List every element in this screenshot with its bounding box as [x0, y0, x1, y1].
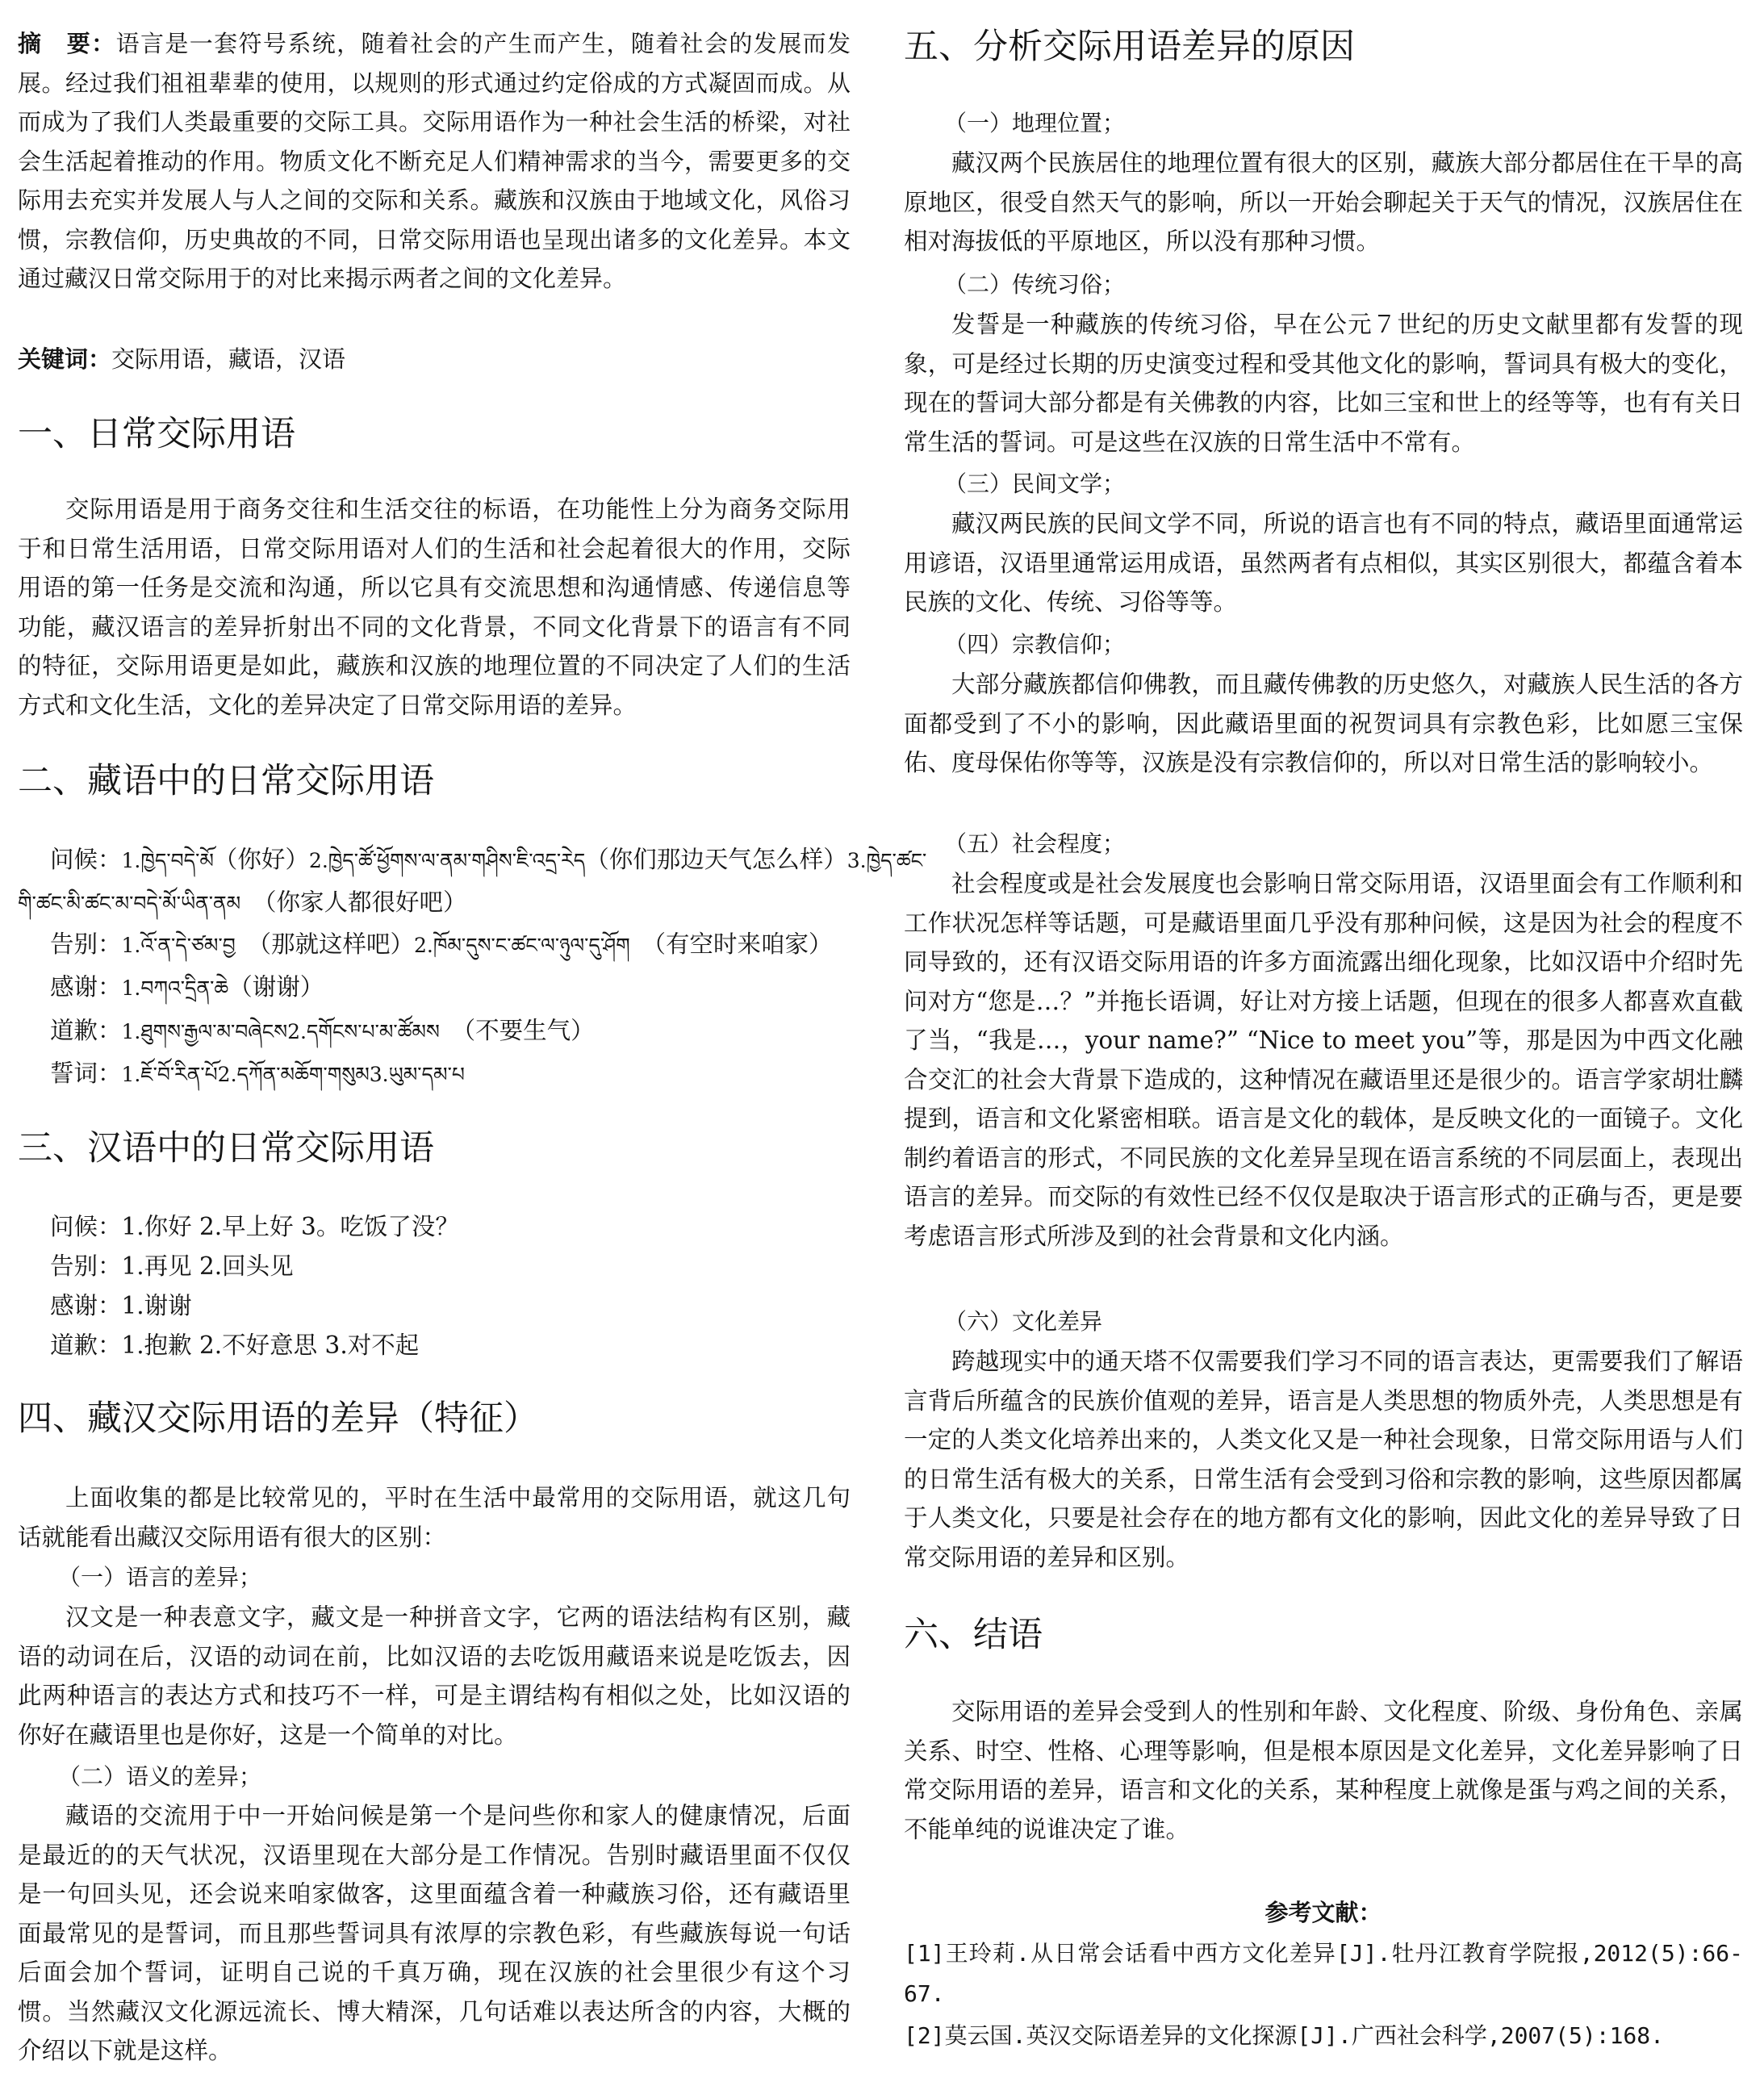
section-5-paragraph-2: 发誓是一种藏族的传统习俗，早在公元７世纪的历史文献里都有发誓的现象，可是经过长期的历史演变过程和受其他文化的影响，誓词具有极大的变化，现在的誓词大部分都是有关佛教的内容，比如三宝和世上的经等等，也有有关日常生活的誓词。可是这些在汉族的日常生活中不常有。: [904, 311, 1743, 456]
section-5-paragraph-5: 社会程度或是社会发展度也会影响日常交际用语，汉语里面会有工作顺利和工作状况怎样等话题，可是藏语里面几乎没有那种问候，这是因为社会的程度不同导致的，还有汉语交际用语的许多方面流露出细化现象，比如汉语中介绍时先问对方“您是…？”并拖长语调，好让对方接上话题，但现在的很多人都喜欢直截了当，“我是…，your name?” “Nice to meet you”等，那是因为中西文化融合交汇的社会大背景下造成的，这种情况在藏语里还是很少的。语言学家胡壮麟提到，语言和文化紧密相联。语言是文化的载体，是反映文化的一面镜子。文化制约着语言的形式，不同民族的文化差异呈现在语言系统的不同层面上，表现出语言的差异。而交际的有效性已经不仅仅是取决于语言形式的正确与否，更是要考虑语言形式所涉及到的社会背景和文化内涵。: [904, 870, 1743, 1250]
references-title: 参考文献：: [1264, 1899, 1382, 1926]
tibetan-text: 1.འོ་ན་དེ་ཙམ་བྱ: [121, 934, 236, 957]
section-4-paragraph-2: 藏语的交流用于中一开始问候是第一个是问些你和家人的健康情况，后面是最近的的天气状况，汉语里现在大部分是工作情况。告别时藏语里面不仅仅是一句回头见，还会说来咱家做客，这里面蕴含着一种藏族习俗，还有藏语里面最常见的是誓词，而且那些誓词具有浓厚的宗教色彩，有些藏族每说一句话后面会加个誓词，证明自己说的千真万确，现在汉族的社会里很少有这个习惯。当然藏汉文化源远流长、博大精深，几句话难以表达所含的内容，大概的介绍以下就是这样。: [18, 1802, 851, 2064]
section-5-sub-4: （四）宗教信仰；: [944, 631, 1126, 658]
tibetan-text: 2.དཀོན་མཆོག་གསུམ: [217, 1063, 370, 1086]
section-5-paragraph-3: 藏汉两民族的民间文学不同，所说的语言也有不同的特点，藏语里面通常运用谚语，汉语里通常运用成语，虽然两者有点相似，其实区别很大，都蕴含着本民族的文化、传统、习俗等等。: [904, 510, 1743, 616]
tibetan-farewell-line: 告别：1.འོ་ན་དེ་ཙམ་བྱ （那就这样吧）2.ཁོམ་དུས་ང་ཚང་ལ་ཉུལ་དུ་ཤོག （有空时来咱家）: [50, 930, 833, 958]
section-4-sub-2: （二）语义的差异；: [58, 1763, 262, 1790]
tibetan-apology-line: 道歉：1.ཐུགས་རྒྱལ་མ་བཞེངས2.དགོངས་པ་མ་ཚོམས （不要生气）: [50, 1017, 595, 1044]
tibetan-text: 2.དགོངས་པ་མ་ཚོམས: [287, 1020, 440, 1043]
section-5-paragraph-1: 藏汉两个民族居住的地理位置有很大的区别，藏族大部分都居住在干旱的高原地区，很受自然天气的影响，所以一开始会聊起关于天气的情况，汉族居住在相对海拔低的平原地区，所以没有那种习惯。: [904, 149, 1743, 255]
keywords-label: 关键词：: [18, 345, 112, 373]
section-4-paragraph-1: 汉文是一种表意文字，藏文是一种拼音文字，它两的语法结构有区别，藏语的动词在后，汉语的动词在前，比如汉语的去吃饭用藏语来说是吃饭去，因此两种语言的表达方式和技巧不一样，可是主谓结构有相似之处，比如汉语的你好在藏语里也是你好，这是一个简单的对比。: [18, 1603, 851, 1749]
tibetan-text: 3.ཁྱེད་ཚང་: [846, 849, 927, 872]
tibetan-text: 3.ཡུམ་དམ་པ: [369, 1063, 465, 1086]
tibetan-text: 1.ཇོ་བོ་རིན་པོ: [121, 1063, 218, 1086]
section-5-sub-5: （五）社会程度；: [944, 830, 1126, 857]
section-6-paragraph: 交际用语的差异会受到人的性别和年龄、文化程度、阶级、身份角色、亲属关系、时空、性格、心理等影响，但是根本原因是文化差异，文化差异影响了日常交际用语的差异，语言和文化的关系，某种程度上就像是蛋与鸡之间的关系，不能单纯的说谁决定了谁。: [904, 1698, 1743, 1843]
keywords: [18, 343, 345, 375]
section-5-sub-6: （六）文化差异: [944, 1308, 1103, 1335]
section-5-sub-2: （二）传统习俗；: [944, 271, 1126, 298]
section-5-paragraph-4: 大部分藏族都信仰佛教，而且藏传佛教的历史悠久，对藏族人民生活的各方面都受到了不小的影响，因此藏语里面的祝贺词具有宗教色彩，比如愿三宝保佑、度母保佑你等等，汉族是没有宗教信仰的，所以对日常生活的影响较小。: [904, 671, 1743, 776]
section-5-sub-1: （一）地理位置；: [944, 110, 1126, 136]
tibetan-oath-line: 誓词：1.ཇོ་བོ་རིན་པོ2.དཀོན་མཆོག་གསུམ3.ཡུམ་དམ་པ: [50, 1060, 465, 1087]
reference-item-1: [1]王玲莉.从日常会话看中西方文化差异[J].牡丹江教育学院报,2012(5):66-67.: [904, 1940, 1743, 2007]
chinese-greeting-line: 问候：1.你好 2.早上好 3。吃饭了没？: [50, 1213, 459, 1240]
tibetan-text: གི་ཚང་མི་ཚང་མ་བདེ་མོ་ཡིན་ནམ: [18, 892, 241, 915]
chinese-thanks-line: 感谢：1.谢谢: [50, 1292, 192, 1319]
abstract-text: 语言是一套符号系统，随着社会的产生而产生，随着社会的发展而发展。经过我们祖祖辈辈的使用，以规则的形式通过约定俗成的方式凝固而成。从而成为了我们人类最重要的交际工具。交际用语作为一种社会生活的桥梁，对社会生活起着推动的作用。物质文化不断充足人们精神需求的当今，需要更多的交际用去充实并发展人与人之间的交际和关系。藏族和汉族由于地域文化，风俗习惯，宗教信仰，历史典故的不同，日常交际用语也呈现出诸多的文化差异。本文通过藏汉日常交际用于的对比来揭示两者之间的文化差异。: [18, 30, 851, 292]
chinese-apology-line: 道歉：1.抱歉 2.不好意思 3.对不起: [50, 1332, 420, 1359]
section-1-title: 一、日常交际用语: [18, 414, 295, 454]
tibetan-greeting-line-2: གི་ཚང་མི་ཚང་མ་བདེ་མོ་ཡིན་ནམ （你家人都很好吧）: [18, 888, 467, 916]
tibetan-thanks-line: 感谢：1.བཀའ་དྲིན་ཆེ（谢谢）: [50, 973, 324, 1001]
tibetan-text: 1.བཀའ་དྲིན་ཆེ: [121, 976, 229, 1000]
tibetan-text: 2.ཁོམ་དུས་ང་ཚང་ལ་ཉུལ་དུ་ཤོག: [414, 934, 630, 957]
abstract-label: 摘 要：: [18, 30, 116, 57]
section-5-paragraph-6: 跨越现实中的通天塔不仅需要我们学习不同的语言表达，更需要我们了解语言背后所蕴含的民族价值观的差异，语言是人类思想的物质外壳，人类思想是有一定的人类文化培养出来的，人类文化又是一种社会现象，日常交际用语与人们的日常生活有极大的关系，日常生活有会受到习俗和宗教的影响，这些原因都属于人类文化，只要是社会存在的地方都有文化的影响，因此文化的差异导致了日常交际用语的差异和区别。: [904, 1348, 1743, 1571]
tibetan-text: 2.ཁྱེད་ཚོ་ཕྱོགས་ལ་ནམ་གཤིས་ཇི་འདྲ་རེད: [308, 849, 586, 872]
section-4-sub-1: （一）语言的差异；: [58, 1564, 262, 1591]
section-2-title: 二、藏语中的日常交际用语: [18, 761, 434, 801]
section-6-title: 六、结语: [904, 1615, 1043, 1655]
section-4-title: 四、藏汉交际用语的差异（特征）: [18, 1398, 538, 1439]
chinese-farewell-line: 告别：1.再见 2.回头见: [50, 1252, 294, 1280]
section-4-intro: 上面收集的都是比较常见的，平时在生活中最常用的交际用语，就这几句话就能看出藏汉交际用语有很大的区别：: [18, 1484, 851, 1551]
section-5-sub-3: （三）民间文学；: [944, 470, 1126, 497]
tibetan-text: 1.ཐུགས་རྒྱལ་མ་བཞེངས: [121, 1020, 288, 1043]
reference-item-2: [2]莫云国.英汉交际语差异的文化探源[J].广西社会科学,2007(5):168.: [904, 2022, 1665, 2049]
keywords-text: 交际用语，藏语，汉语: [111, 345, 346, 373]
section-3-title: 三、汉语中的日常交际用语: [18, 1128, 434, 1169]
abstract: [18, 24, 851, 299]
tibetan-greeting-line-1: 问候：1.ཁྱེད་བདེ་མོ（你好）2.ཁྱེད་ཚོ་ཕྱོགས་ལ་ནམ་གཤིས་ཇི་འདྲ་རེད（你们那边天气怎么样）3.ཁྱེད་ཚང་: [50, 846, 927, 873]
section-1-paragraph: 交际用语是用于商务交往和生活交往的标语，在功能性上分为商务交际用于和日常生活用语，日常交际用语对人们的生活和社会起着很大的作用，交际用语的第一任务是交流和沟通，所以它具有交流思想和沟通情感、传递信息等功能，藏汉语言的差异折射出不同的文化背景，不同文化背景下的语言有不同的特征，交际用语更是如此，藏族和汉族的地理位置的不同决定了人们的生活方式和文化生活，文化的差异决定了日常交际用语的差异。: [18, 495, 851, 719]
tibetan-text: 1.ཁྱེད་བདེ་མོ: [121, 849, 214, 872]
section-5-title: 五、分析交际用语差异的原因: [904, 27, 1355, 67]
